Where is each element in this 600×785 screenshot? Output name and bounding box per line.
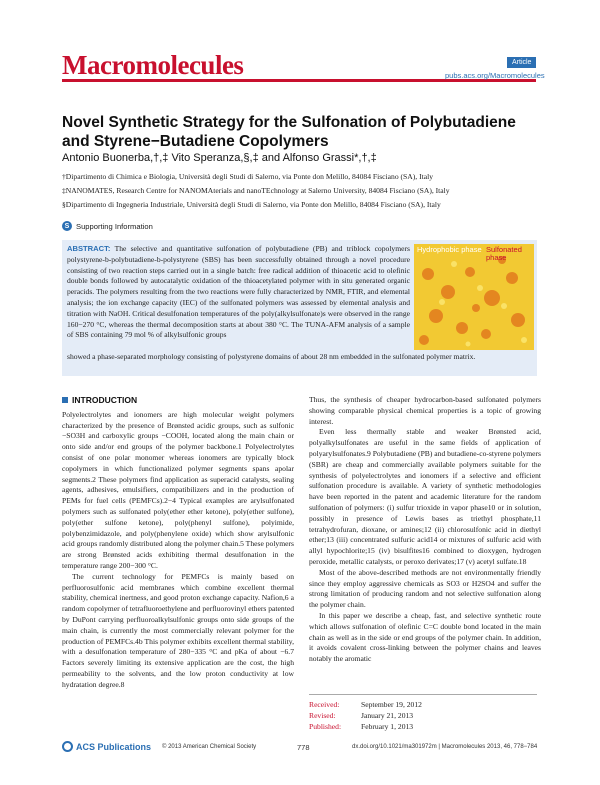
paragraph: Polyelectrolytes and ionomers are high molecular weight polymers characterized by the presence of Brønsted acidic groups, such as sulfonic −SO3H and carboxylic groups −COOH, located along the main chain or onto side and/or end groups of the polymer backbone.1 Polyelectrolytes consist of one polar monomer whereas ionomers are typically block copolymers in which functionalized polymer segments spans apolar segments.2 These polymers find application as superacid catalysts, sealing agents, adhesives, emulsifiers, compatibilizers and in the production of PEMs for fuel cells (PEMFCs).2−4 Typical examples are arylsulfonated polymers such as sulfonated poly(ether ether ketone), poly(ether sulfone), poly(ether sulfone ketone), poly(phenyl sulfone), polyimide, polybenzimidazole, and poly(phenylene oxide) which show arylsulfonic acid groups randomly distributed along the polymer chain.5 These polymers are strong Brønsted acids exhibiting thermal desulfonation in the temperature range 200−300 °C. bbox=[62, 409, 294, 570]
page-number: 778 bbox=[297, 743, 310, 752]
affiliation-1: †Dipartimento di Chimica e Biologia, Università degli Studi di Salerno, via Ponte don Melillo, 84084 Fisciano (SA), Italy bbox=[62, 172, 433, 181]
affiliation-3: §Dipartimento di Ingegneria Industriale, Università degli Studi di Salerno, via Ponte don Melillo, 84084 Fisciano (SA), Italy bbox=[62, 200, 441, 209]
date-row: Received: September 19, 2012 bbox=[309, 700, 422, 709]
abstract-tail: showed a phase-separated morphology consisting of polystyrene domains of about 28 nm embedded in the sulfonated polymer matrix. bbox=[67, 352, 476, 361]
abstract-body bbox=[67, 244, 410, 341]
article-badge: Article bbox=[507, 57, 536, 68]
supporting-info-link[interactable] bbox=[62, 221, 153, 231]
supporting-info-icon: S bbox=[62, 221, 72, 231]
column-left bbox=[62, 395, 294, 691]
section-bullet-icon bbox=[62, 397, 68, 403]
supporting-info-label: Supporting Information bbox=[76, 221, 153, 231]
paragraph: Most of the above-described methods are not environmentally friendly since they employ aggressive chemicals as SO3 or H2SO4 and suffer the strong limitation of producing random and not selective sulfonation along the polymer chain. bbox=[309, 567, 541, 610]
abstract-text: The selective and quantitative sulfonation of polybutadiene (PB) and triblock copolymers polystyrene-b-polybutadiene-b-polystyrene (SBS) has been successfully obtained through a novel procedure consisting of two reaction steps carried out in a single batch: free radical addition of thioacetic acid to olefinic double bonds followed by autocatalytic oxidation of the thioacetylated polymer with in situ generated organic peracids. The polymers resulting from the two reactions were fully characterized by NMR, FTIR, and elemental analysis; the ion exchange capacity (IEC) of the sulfonated polymers was assessed by elemental analysis and titration with NaOH. Critical desulfonation temperatures of the poly(alkylsulfonate)s were observed in the range 160−270 °C, whereas the thermal decomposition starts at about 380 °C. The TUNA-AFM analysis of a sample of SBS containing 79 mol % of alkylsulfonic groups bbox=[67, 244, 410, 340]
journal-url[interactable]: pubs.acs.org/Macromolecules bbox=[445, 71, 545, 80]
intro-heading bbox=[62, 395, 294, 406]
affiliation-2: ‡NANOMATES, Research Centre for NANOMAterials and nanoTEchnology at Salerno University, 84084 Fisciano (SA), Italy bbox=[62, 186, 450, 195]
acs-logo bbox=[62, 741, 151, 752]
author-list: Antonio Buonerba,†,‡ Vito Speranza,§,‡ and Alfonso Grassi*,†,‡ bbox=[62, 152, 377, 164]
article-title: Novel Synthetic Strategy for the Sulfonation of Polybutadiene and Styrene−Butadiene Copolymers bbox=[62, 114, 516, 150]
acs-mark-icon bbox=[62, 741, 73, 752]
date-row: Revised: January 21, 2013 bbox=[309, 711, 414, 720]
journal-title: Macromolecules bbox=[62, 50, 244, 80]
copyright: © 2013 American Chemical Society bbox=[162, 744, 257, 750]
doi-link[interactable]: dx.doi.org/10.1021/ma301972m | Macromolecules 2013, 46, 778−784 bbox=[352, 744, 538, 750]
paragraph: Even less thermally stable and weaker Brønsted acid, polyalkylsulfonates are useful in the same fields of application of polyarylsulfonates.9 Polybutadiene (PB) and butadiene-co-styrene polymers (SBR) are cheap and commercially available polymers suitable for the synthesis of polyelectrolytes and ionomers if a selective and efficient sulfonation procedure is available. A variety of synthetic methodologies have been reported in the patent and academic literature for the random sulfonation of polymers: (i) sulfur trioxide in vapor phase10 or in solution, possibly in presence of Lewis bases as triethyl phosphate,11 tetrahydrofuran, dioxane, or amines;12 (ii) chlorosulfonic acid in diethyl ether;13 (iii) concentrated sulfuric acid14 or mixtures of sulfuric acid with allyl hypochlorite;15 (iv) bisulfites16 combined to dioxygen, hydrogen peroxide, metallic catalysts, or peroxo derivates;17 (v) acetyl sulfate.18 bbox=[309, 427, 541, 566]
date-row: Published: February 1, 2013 bbox=[309, 722, 414, 731]
page-footer bbox=[62, 737, 538, 757]
column-right bbox=[309, 395, 541, 665]
paragraph: The current technology for PEMFCs is mainly based on perfluorosulfonic acid membranes which combine excellent thermal stability, chemical inertness, and good proton exchange capacity. Nafion,6 a random copolymer of tetrafluoroethylene and perfluorovinyl ethers patented by DuPont carrying perfluoroalkylsulfonic groups onto side groups of the main chain, is currently the most commercially relevant polymer for the production of PEMFCs.4b This polymer exhibits excellent thermal stability, with a desulfonation temperature of 280−335 °C and pKa of about −6.7 Factors severely limiting its extensive application are the cost, the high permeability to the solvents, and the low proton conductivity at low hydratation degree.8 bbox=[62, 571, 294, 689]
publisher-name: ACS Publications bbox=[76, 741, 152, 752]
intro-heading-label: INTRODUCTION bbox=[72, 395, 138, 405]
toc-graphic bbox=[414, 244, 534, 350]
toc-hydrophobic-label: Hydrophobic phase bbox=[417, 245, 482, 254]
paragraph: In this paper we describe a cheap, fast, and selective synthetic route which allows sulfonation of olefinic C=C double bond located in the main chain as well as in the side or end groups of the polymer chain. In addition, it avoids covalent cross-linking between the polymer chains and leaves notably the aromatic bbox=[309, 610, 541, 664]
toc-sulfonated-label: Sulfonated phase bbox=[486, 245, 522, 262]
publication-dates bbox=[309, 694, 537, 732]
abstract-label: ABSTRACT: bbox=[67, 244, 111, 253]
paragraph: Thus, the synthesis of cheaper hydrocarbon-based sulfonated polymers showing comparable physical chemical properties is a topic of growing interest. bbox=[309, 395, 541, 426]
